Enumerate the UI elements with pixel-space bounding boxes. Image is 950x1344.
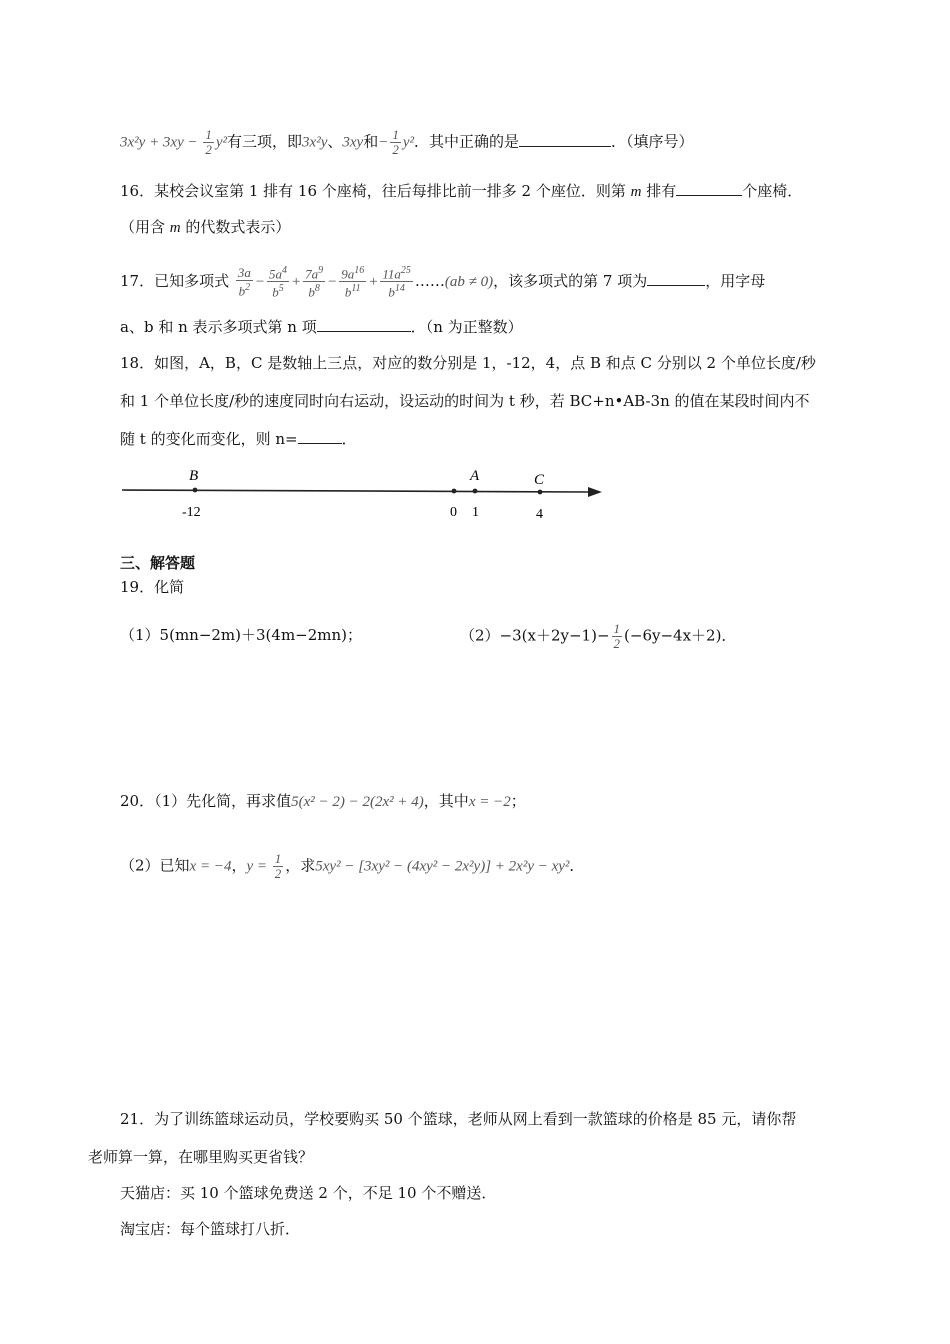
q21-line3: 天猫店：买 10 个篮球免费送 2 个，不足 10 个不赠送． — [120, 1184, 497, 1202]
q20-fraction: $\frac{1}{2}$ — [274, 851, 282, 881]
q17-term-1: $\frac{3a}{b^2}$ — [237, 264, 251, 298]
q17-term-2: $\frac{5a^4}{b^5}$ — [269, 265, 287, 300]
q17-text1: ，该多项式的第 7 项为 — [493, 271, 648, 290]
q19-label: 19．化简 — [120, 578, 185, 596]
point-c-label: C — [534, 472, 545, 488]
q20-part1-cond: x = −2 — [468, 794, 511, 810]
q21-line4: 淘宝店：每个篮球打八折． — [120, 1220, 301, 1238]
q20-part2-x: x = −4 — [189, 858, 232, 875]
q15-text2: ．其中正确的是 — [414, 132, 520, 151]
q18-answer-blank[interactable] — [298, 429, 342, 444]
point-b-dot — [193, 488, 198, 493]
q20-part1-c: ； — [510, 792, 526, 810]
point-a-label: A — [470, 468, 480, 484]
q15-term2: 3xy — [342, 134, 364, 151]
q17-text2: ，用字母 — [705, 271, 766, 290]
number-line-figure — [120, 460, 610, 524]
q15-y2: y² — [215, 134, 228, 151]
origin-value: 0 — [450, 505, 457, 520]
point-a-dot — [473, 489, 478, 494]
q16-text-a: 16．某校会议室第 1 排有 16 个座椅，往后每排比前一排多 2 个座位．则第 — [120, 182, 631, 200]
q17-term-5: $\frac{11a^{25}}{b^{14}}$ — [382, 265, 411, 300]
q15-term1: 3x²y — [302, 134, 328, 151]
q17-term-4: $\frac{9a^{16}}{b^{11}}$ — [341, 265, 365, 300]
q15-line — [120, 128, 694, 157]
point-b-label: B — [189, 468, 199, 484]
q16-line2-b: 的代数式表示） — [180, 218, 291, 236]
q17-condition: (ab ≠ 0) — [444, 273, 494, 290]
q20-part2-y: y = — [246, 858, 271, 875]
q15-answer-blank[interactable] — [519, 132, 611, 147]
q15-text1: 有三项，即 — [227, 132, 303, 151]
q17-op-2: + — [291, 273, 302, 290]
q17-op-1: − — [254, 273, 265, 290]
q16-line2-a: （用含 — [120, 218, 170, 236]
q16-m: m — [630, 184, 642, 200]
point-c-dot — [538, 490, 543, 495]
point-b-value: -12 — [182, 505, 201, 520]
point-a-value: 1 — [472, 505, 479, 520]
q16-m-2: m — [169, 220, 181, 236]
q20-part1-a: 20．（1）先化简，再求值 — [120, 792, 292, 810]
q20-part1 — [120, 790, 526, 813]
point-c-value: 4 — [536, 507, 543, 522]
q18-line3-a: 随 t 的变化而变化，则 n= — [120, 430, 298, 448]
q15-sep: 、 — [327, 132, 343, 151]
q16-line2 — [120, 216, 290, 239]
q16-line1 — [120, 180, 802, 203]
q17-line2-a: a、b 和 n 表示多项式第 n 项 — [120, 318, 317, 336]
q18-line3-b: ． — [341, 430, 357, 448]
q20-part2-b: ，求 — [285, 856, 316, 875]
q16-text-b: 排有 — [641, 182, 677, 200]
q18-line3 — [120, 428, 357, 450]
q18-line1: 18．如图，A，B，C 是数轴上三点，对应的数分别是 1，-12，4，点 B 和点 C 分别以 2 个单位长度/秒 — [120, 354, 816, 372]
q15-prefix-expr: 3x²y + 3xy − — [120, 134, 202, 151]
q17-line1 — [120, 264, 765, 300]
number-line-axis — [122, 490, 590, 492]
q19-fraction: $\frac{1}{2}$ — [613, 621, 621, 651]
q17-line2-c: n 为正整数） — [433, 318, 523, 336]
q16-answer-blank[interactable] — [676, 181, 742, 196]
q19-part2-a: （2）−3(x＋2y−1)− — [460, 626, 610, 645]
q15-neg: − — [378, 134, 389, 151]
q17-op-3: − — [327, 273, 338, 290]
q15-text3: ．（填序号） — [611, 132, 694, 151]
q20-part2 — [120, 852, 584, 881]
q15-y2-2: y² — [402, 134, 414, 151]
q20-part2-c: ． — [569, 856, 585, 875]
q20-part2-a: （2）已知 — [120, 856, 190, 875]
q17-ellipsis: …… — [414, 271, 445, 290]
q19-part1: （1）5(mn−2m)＋3(4m−2mn)； — [120, 626, 363, 644]
section-title: 三、解答题 — [120, 554, 196, 572]
q21-line2: 老师算一算，在哪里购买更省钱？ — [88, 1148, 314, 1166]
q21-line1: 21．为了训练篮球运动员，学校要购买 50 个篮球，老师从网上看到一款篮球的价格是 85 元，请你帮 — [120, 1110, 797, 1128]
q15-and: 和 — [363, 132, 379, 151]
q20-part1-b: ，其中 — [423, 792, 469, 810]
q15-fraction-2: $\frac{1}{2}$ — [392, 127, 399, 157]
q20-part2-expr: 5xy² − [3xy² − (4xy² − 2x²y)] + 2x²y − xy² — [315, 858, 570, 875]
q17-line2 — [120, 316, 523, 338]
origin-dot — [452, 489, 457, 494]
q16-text-c: 个座椅． — [742, 182, 803, 200]
q17-line2-b: ．（ — [410, 318, 434, 336]
q20-part1-expr: 5(x² − 2) − 2(2x² + 4) — [291, 794, 424, 810]
q15-fraction: $\frac{1}{2}$ — [205, 127, 212, 157]
q20-part2-sep: ， — [231, 856, 247, 875]
q19-part2-b: (−6y−4x＋2)． — [624, 626, 737, 645]
q18-line2: 和 1 个单位长度/秒的速度同时向右运动，设运动的时间为 t 秒，若 BC+n•AB-3n 的值在某段时间内不 — [120, 392, 810, 410]
number-line-arrow — [588, 487, 602, 497]
q17-term-3: $\frac{7a^9}{b^8}$ — [305, 265, 324, 300]
q19-part2 — [460, 622, 736, 651]
q17-label: 17．已知多项式 — [120, 271, 230, 290]
q17-op-4: + — [368, 273, 379, 290]
q17-answer-blank-1[interactable] — [647, 271, 705, 286]
q17-answer-blank-2[interactable] — [317, 317, 411, 332]
